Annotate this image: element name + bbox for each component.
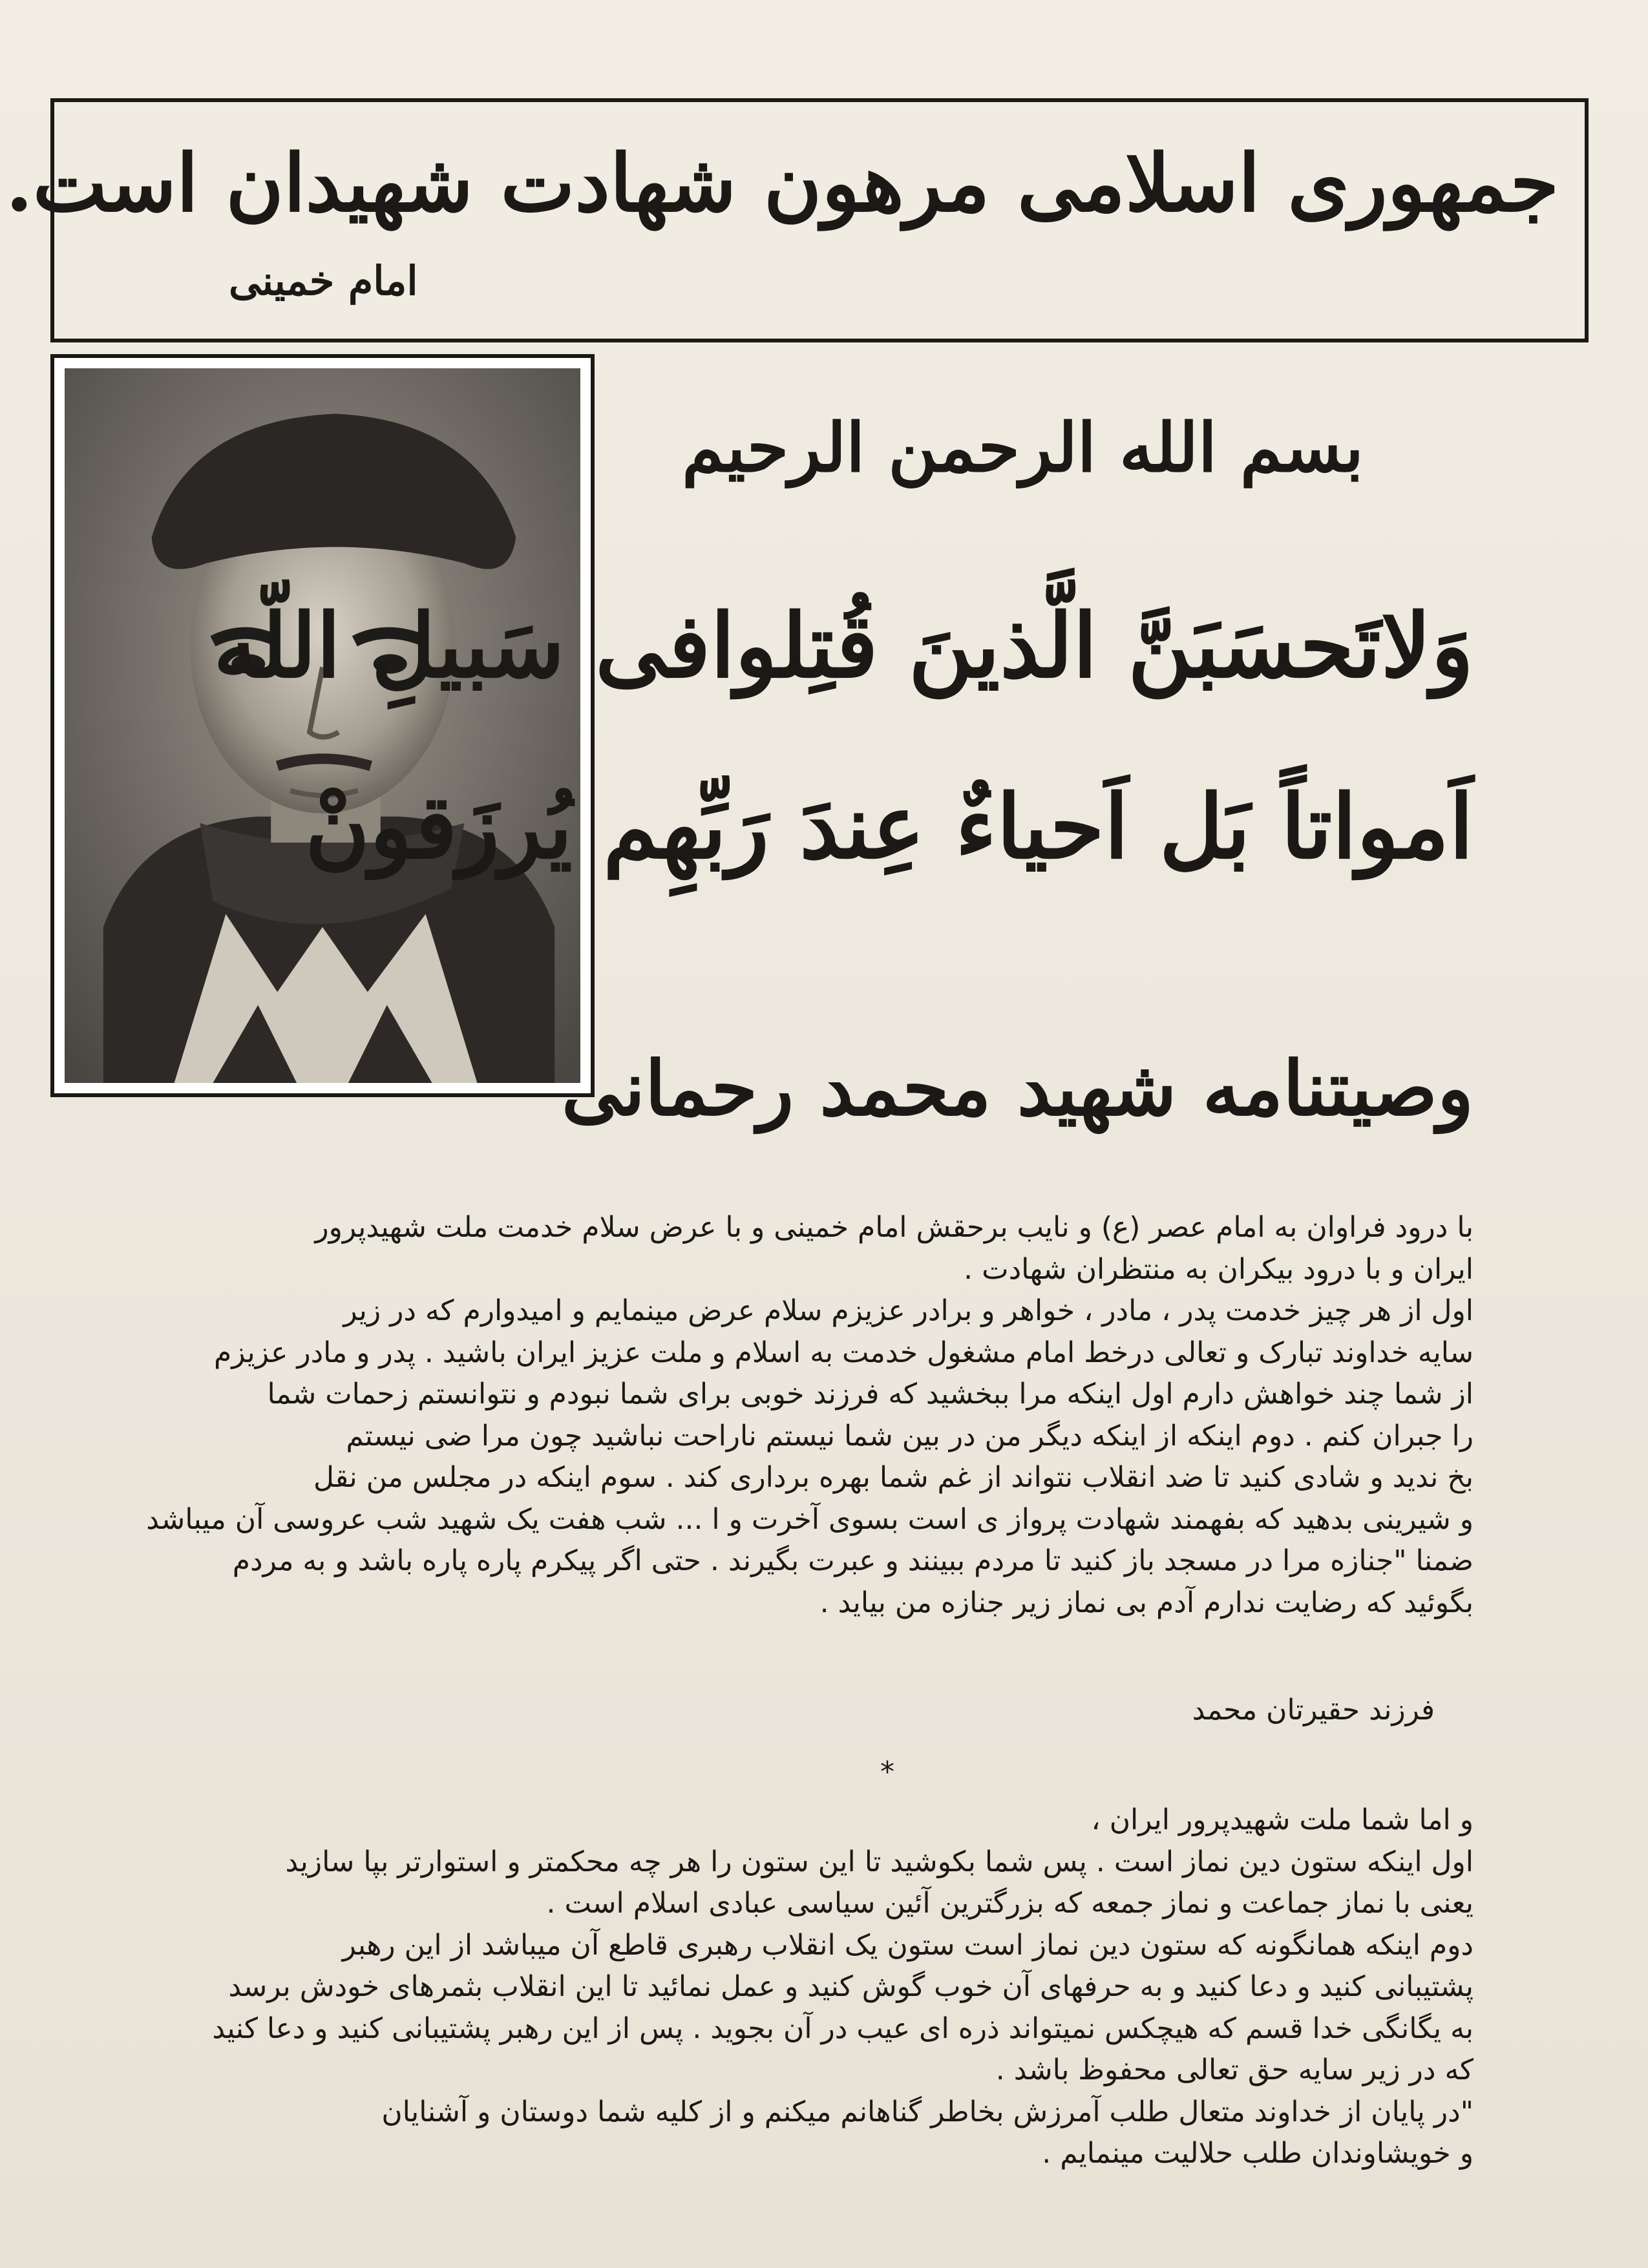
address-line: پشتیبانی کنید و دعا کنید و به حرفهای آن خوب گوش کنید و عمل نمائید تا این انقلاب بثمرهای خودش برسد [228,1970,1474,2003]
address-line: که در زیر سایه حق تعالی محفوظ باشد . [995,2053,1474,2086]
address-line: اول اینکه ستون دین نماز است . پس شما بکوشید تا این ستون را هر چه محکمتر و استوارتر بپا سازید [285,1845,1474,1878]
address-line: "در پایان از خداوند متعال طلب آمرزش بخاطر گناهانم میکنم و از کلیه شما دوستان و آشنایان [381,2095,1474,2128]
address-line: یعنی با نماز جماعت و نماز جمعه که بزرگترین آئین سیاسی عبادی اسلام است . [546,1887,1474,1920]
will-line: را جبران کنم . دوم اینکه از اینکه دیگر من در بین شما نیستم ناراحت نباشید چون مرا ضی نیستم [346,1419,1474,1453]
basmala: بسم الله الرحمن الرحیم [682,408,1364,487]
portrait-image [65,368,580,1083]
address-line: به یگانگی خدا قسم که هیچکس نمیتواند ذره ای عیب در آن بجوید . پس از این رهبر پشتیبانی کنید و دعا کنید [212,2011,1474,2045]
section-separator: * [880,1756,894,1789]
will-signature: فرزند حقیرتان محمد [1192,1694,1435,1727]
will-line: بگوئید که رضایت ندارم آدم بی نماز زیر جنازه من بیاید . [819,1586,1474,1619]
quote-banner [5,98,1589,342]
will-line: با درود فراوان به امام عصر (ع) و نایب برحقش امام خمینی و با عرض سلام خدمت ملت شهیدپرور [315,1211,1474,1244]
will-title: وصیتنامه شهید محمد رحمانی [562,1045,1474,1133]
will-line: از شما چند خواهش دارم اول اینکه مرا ببخشید که فرزند خوبی برای شما نبودم و نتوانستم زحمات شما [267,1378,1474,1411]
will-line: اول از هر چیز خدمت پدر ، مادر ، خواهر و برادر عزیزم سلام عرض مینمایم و امیدوارم که در زیر [343,1294,1474,1327]
banner-quote: جمهوری اسلامی مرهون شهادت شهیدان است. [5,136,1559,229]
will-line: بخ ندید و شادی کنید تا ضد انقلاب نتواند از غم شما بهره برداری کند . سوم اینکه در مجلس من نقل [313,1461,1474,1494]
address-body [97,1800,1474,2175]
address-line: دوم اینکه همانگونه که ستون دین نماز است ستون یک انقلاب رهبری قاطع آن میباشد از این رهبر [342,1928,1474,1962]
will-line: و شیرینی بدهید که بفهمند شهادت پرواز ی است بسوی آخرت و ا ... شب هفت یک شهید شب عروسی آن میباشد [146,1502,1474,1536]
will-line: ضمنا "جنازه مرا در مسجد باز کنید تا مردم ببینند و عبرت بگیرند . حتی اگر پیکرم پاره پاره باشد و به مردم [232,1544,1474,1577]
address-line: و خویشاوندان طلب حلالیت مینمایم . [1042,2137,1474,2170]
quran-verse-line-1: وَلاتَحسَبَنَّ الَّذینَ قُتِلوافی سَبیلِ اللّه [213,594,1474,698]
will-body [97,1207,1474,1624]
will-line: ایران و با درود بیکران به منتظران شهادت . [964,1252,1474,1286]
martyr-portrait-photo [50,354,595,1097]
quran-verse-line-2: اَمواتاً بَل اَحیاءٌ عِندَ رَبِّهِم یُرزَقونْ [305,775,1474,879]
will-line: سایه خداوند تبارک و تعالی درخط امام مشغول خدمت به اسلام و ملت عزیز ایران باشید . پدر و مادر عزیزم [214,1336,1474,1369]
banner-attribution: امام خمینی [229,257,418,304]
address-line: و اما شما ملت شهیدپرور ایران ، [1091,1803,1474,1836]
